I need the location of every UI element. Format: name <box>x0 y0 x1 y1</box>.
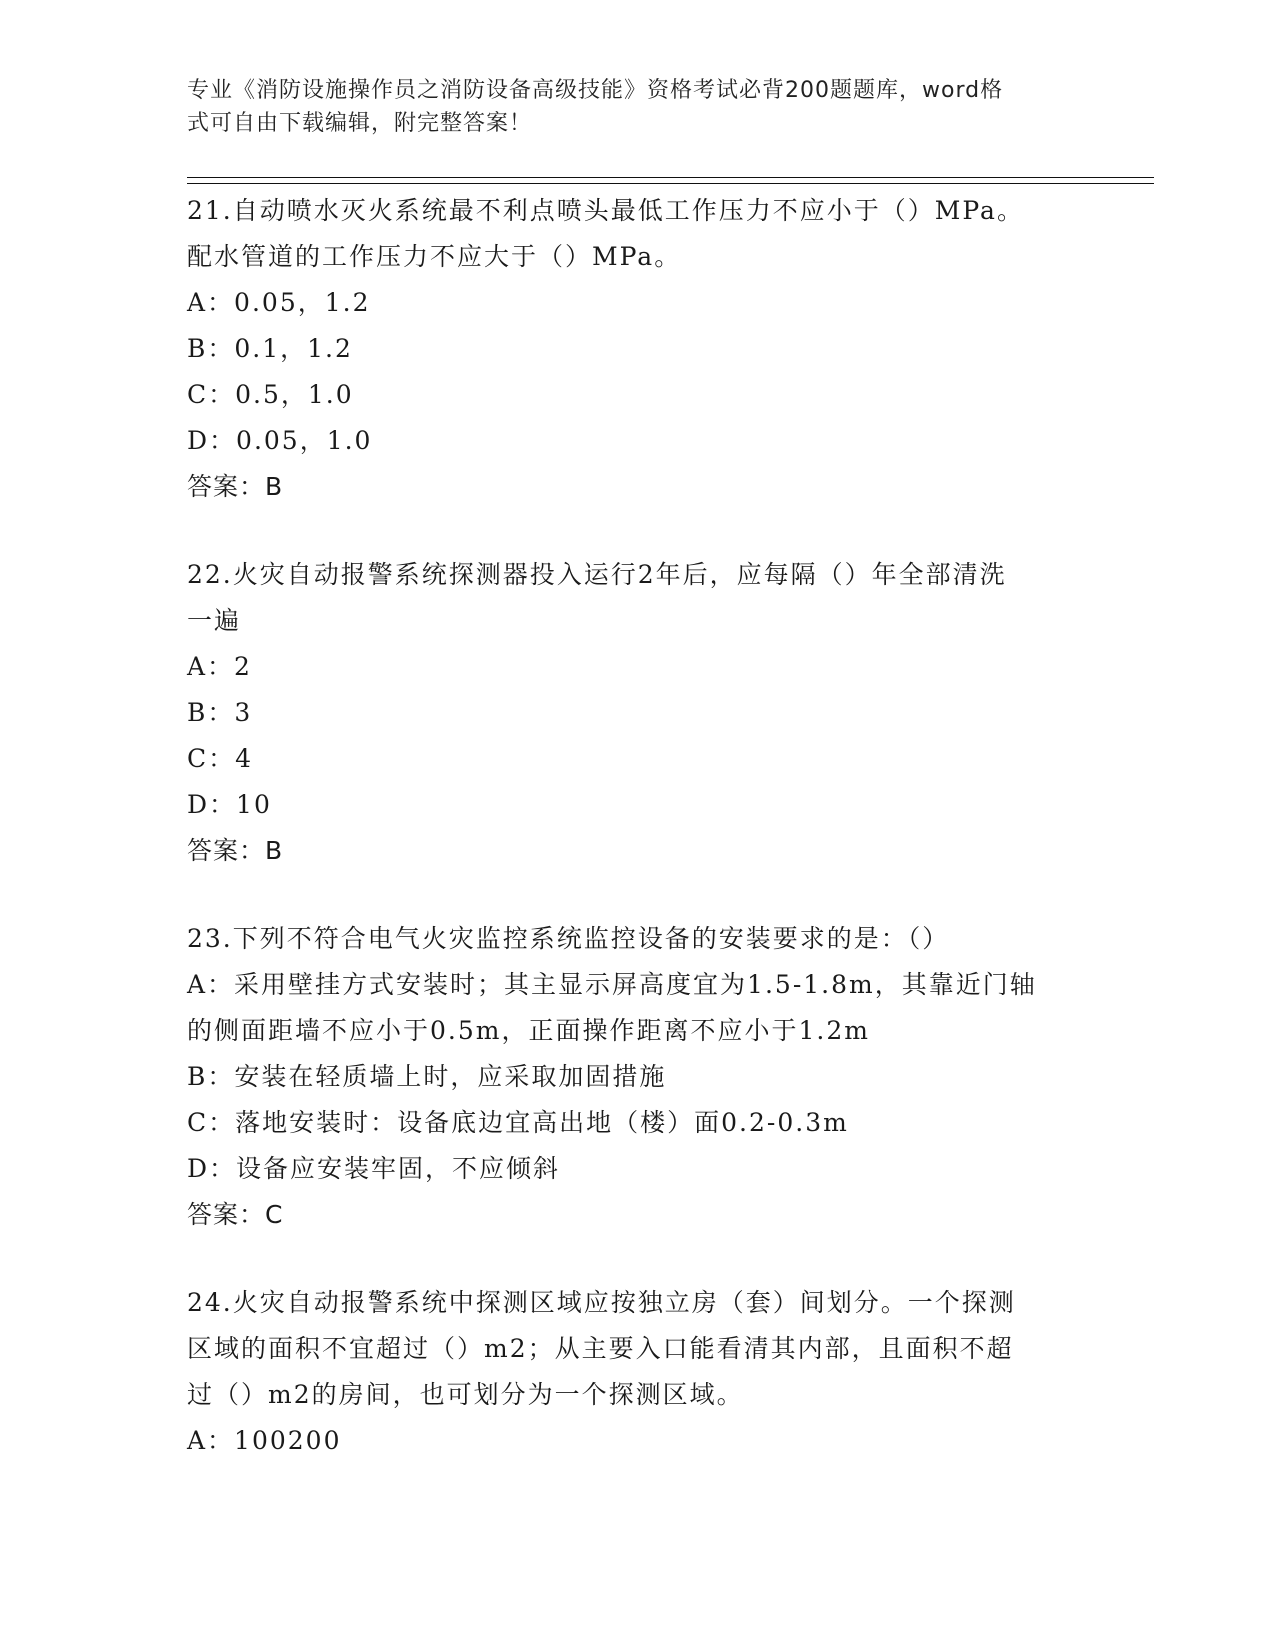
question-21 <box>187 188 1087 510</box>
option-a: A：采用壁挂方式安装时；其主显示屏高度宜为1.5-1.8m，其靠近门轴 <box>187 970 1037 999</box>
option-c: C：落地安装时：设备底边宜高出地（楼）面0.2-0.3m <box>187 1108 849 1137</box>
header-line-1: 专业《消防设施操作员之消防设备高级技能》资格考试必背200题题库，word格 <box>187 78 1004 103</box>
option-c: C：4 <box>187 744 254 773</box>
option-a: A：0.05，1.2 <box>187 288 371 317</box>
question-stem-line: 21.自动喷水灭火系统最不利点喷头最低工作压力不应小于（）MPa。 <box>187 196 1024 225</box>
option-b: B：3 <box>187 698 253 727</box>
document-header <box>187 74 1067 140</box>
option-b: B：0.1，1.2 <box>187 334 353 363</box>
option-d: D：10 <box>187 790 272 819</box>
question-stem-line: 过（）m2的房间，也可划分为一个探测区域。 <box>187 1380 744 1409</box>
question-stem-line: 区域的面积不宜超过（）m2；从主要入口能看清其内部，且面积不超 <box>187 1334 1014 1363</box>
option-d: D：0.05，1.0 <box>187 426 373 455</box>
answer-label: 答案：B <box>187 472 284 501</box>
option-d: D：设备应安装牢固，不应倾斜 <box>187 1154 561 1183</box>
answer-label: 答案：B <box>187 836 284 865</box>
question-23 <box>187 916 1087 1238</box>
header-divider-top <box>187 177 1154 178</box>
option-a: A：2 <box>187 652 252 681</box>
option-b: B：安装在轻质墙上时，应采取加固措施 <box>187 1062 667 1091</box>
answer-label: 答案：C <box>187 1200 284 1229</box>
question-stem-line: 配水管道的工作压力不应大于（）MPa。 <box>187 242 682 271</box>
option-a-continued: 的侧面距墙不应小于0.5m，正面操作距离不应小于1.2m <box>187 1016 870 1045</box>
question-stem-line: 23.下列不符合电气火灾监控系统监控设备的安装要求的是：（） <box>187 924 950 953</box>
option-c: C：0.5，1.0 <box>187 380 354 409</box>
question-stem-line: 一遍 <box>187 606 242 635</box>
question-stem-line: 24.火灾自动报警系统中探测区域应按独立房（套）间划分。一个探测 <box>187 1288 1016 1317</box>
option-a: A：100200 <box>187 1426 342 1455</box>
header-line-2: 式可自由下载编辑，附完整答案！ <box>187 111 533 136</box>
question-22 <box>187 552 1087 874</box>
question-24 <box>187 1280 1087 1464</box>
question-stem-line: 22.火灾自动报警系统探测器投入运行2年后，应每隔（）年全部清洗 <box>187 560 1007 589</box>
header-divider-bottom <box>187 183 1154 184</box>
